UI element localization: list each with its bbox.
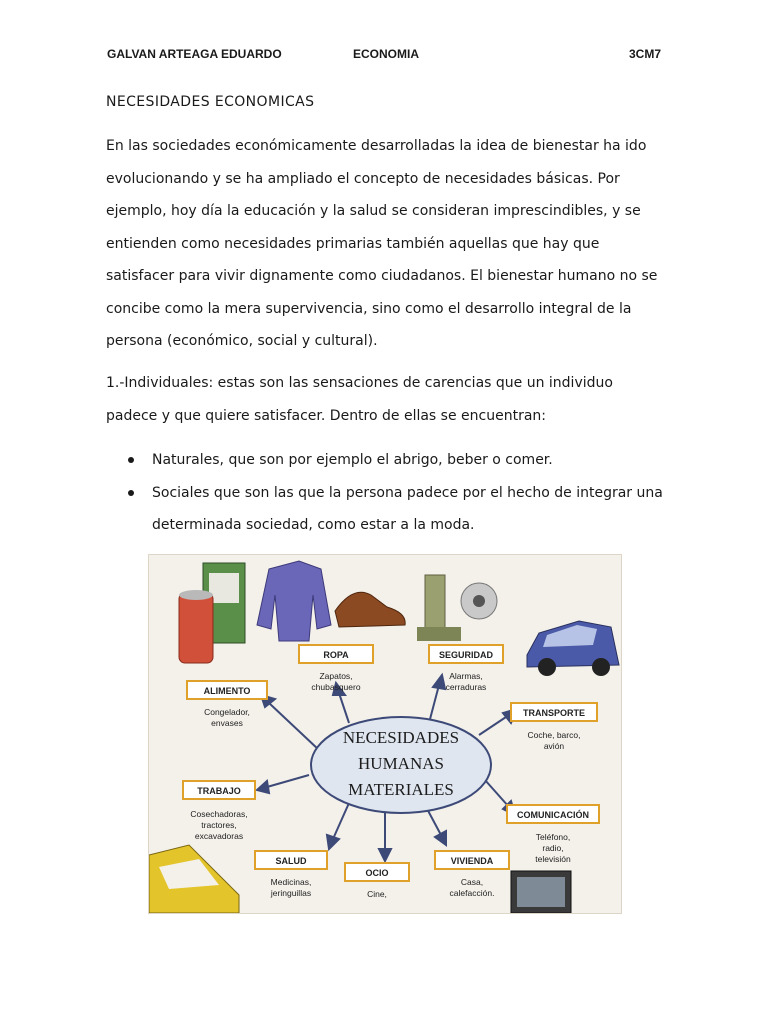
individual-needs-paragraph [106,367,666,432]
svg-text:COMUNICACIÓN: COMUNICACIÓN [517,810,589,820]
bullet-icon [128,490,134,496]
node-ropa [299,645,373,692]
svg-text:Cine,: Cine, [367,889,387,899]
svg-text:jeringuillas: jeringuillas [270,888,312,898]
paragraph-lead: 1.-Individuales: [106,375,214,391]
node-vivienda [435,851,509,898]
svg-text:excavadoras: excavadoras [194,831,244,841]
svg-text:Coche, barco,: Coche, barco, [527,730,581,740]
needs-diagram [148,554,622,914]
svg-text:envases: envases [211,718,243,728]
diagram-canvas [149,555,621,913]
svg-text:TRABAJO: TRABAJO [197,786,241,796]
shoe-icon [335,592,405,627]
svg-text:ROPA: ROPA [323,650,349,660]
svg-text:Teléfono,: Teléfono, [535,832,571,842]
svg-text:Congelador,: Congelador, [204,707,250,717]
svg-text:Medicinas,: Medicinas, [270,877,312,887]
document-title: NECESIDADES ECONOMICAS [106,94,315,110]
bullet-icon [128,457,134,463]
svg-text:avión: avión [543,741,565,751]
node-transporte [511,703,597,751]
node-ocio [345,863,409,899]
node-trabajo [183,781,255,841]
node-alimento [187,681,267,728]
television-icon [511,871,571,913]
svg-text:tractores,: tractores, [201,820,237,830]
header-subject: ECONOMIA [353,47,419,61]
needs-list [128,444,664,542]
node-salud [255,851,327,898]
paragraph-body: estas son las sensaciones de carencias que un individuo padece y que quiere satisfacer. Dentro de ellas se encuentran: [106,375,613,424]
list-item [128,477,664,542]
svg-text:TRANSPORTE: TRANSPORTE [522,708,586,718]
center-line-1: NECESIDADES [342,728,460,747]
food-can-icon [179,563,245,663]
svg-text:Cosechadoras,: Cosechadoras, [190,809,248,819]
svg-text:radio,: radio, [542,843,564,853]
svg-text:SEGURIDAD: SEGURIDAD [438,650,494,660]
list-item-text: Naturales, que son por ejemplo el abrigo, beber o comer. [152,452,553,468]
header-author: GALVAN ARTEAGA EDUARDO [107,47,282,61]
svg-text:chubasquero: chubasquero [311,682,361,692]
node-comunicacion [507,805,599,864]
jacket-icon [257,561,331,641]
lock-icon [417,575,497,641]
list-item-text: Sociales que son las que la persona padece por el hecho de integrar una determinada sociedad, como estar a la moda. [152,484,663,533]
svg-text:Casa,: Casa, [460,877,484,887]
car-icon [527,621,619,676]
center-line-3: MATERIALES [348,780,454,799]
svg-text:televisión: televisión [535,854,571,864]
svg-text:cerraduras: cerraduras [445,682,487,692]
excavator-icon [149,845,239,913]
svg-text:ALIMENTO: ALIMENTO [203,686,251,696]
svg-text:OCIO: OCIO [365,868,389,878]
svg-text:VIVIENDA: VIVIENDA [450,856,494,866]
intro-paragraph: En las sociedades económicamente desarrolladas la idea de bienestar ha ido evolucionando y se ha ampliado el concepto de necesidades básicas. Por ejemplo, hoy día la educación y la salud se consideran imprescindibles, y se entienden como necesidades primarias también aquellas que hay que satisfacer para vivir dignamente como ciudadanos. El bienestar humano no se concibe como la mera supervivencia, sino como el desarrollo integral de la persona (económico, social y cultural). [106,138,658,349]
svg-text:Alarmas,: Alarmas, [449,671,483,681]
svg-text:Zapatos,: Zapatos, [319,671,353,681]
svg-text:calefacción.: calefacción. [449,888,495,898]
center-line-2: HUMANAS [358,754,444,773]
page-header [107,47,661,65]
header-group: 3CM7 [628,47,661,61]
list-item [128,444,664,477]
svg-text:SALUD: SALUD [275,856,307,866]
